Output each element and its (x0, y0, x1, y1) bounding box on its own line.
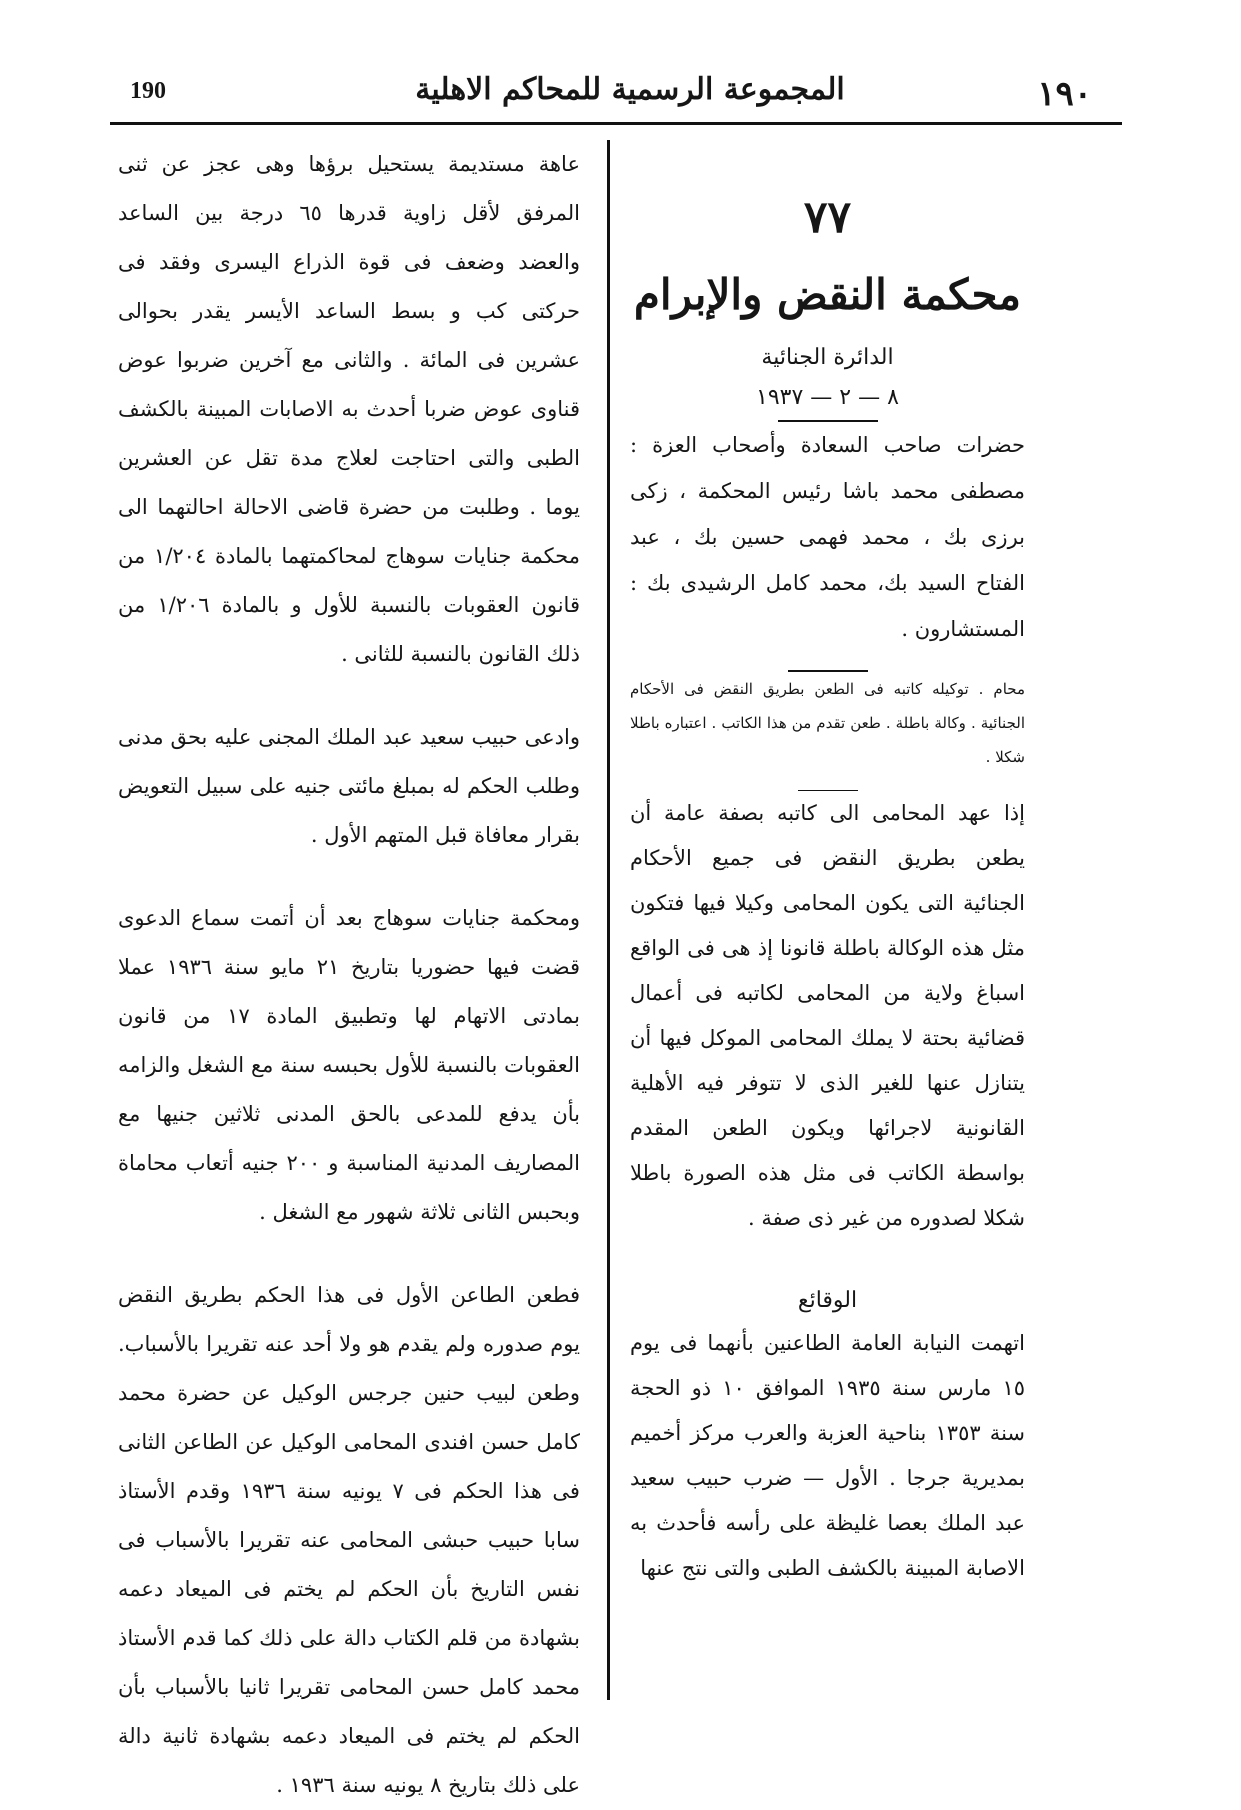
case-date: ٨ — ٢ — ١٩٣٧ (756, 385, 899, 410)
bench-composition: حضرات صاحب السعادة وأصحاب العزة : مصطفى محمد باشا رئيس المحكمة ، زكى برزى بك ، محمد فهمى حسين بك ، عبد الفتاح السيد بك، محمد كامل الرشيدى بك : المستشارون . (630, 433, 1025, 641)
running-title: المجموعة الرسمية للمحاكم الاهلية (415, 72, 845, 107)
paragraph-facts-continued: عاهة مستديمة يستحيل برؤها وهى عجز عن ثنى المرفق لأقل زاوية قدرها ٦٥ درجة بين الساعد والعضد وضعف فى قوة الذراع اليسرى وفقد فى حركتى كب و بسط الساعد الأيسر يقدر بحوالى عشرين فى المائة . والثانى مع آخرين ضربوا عوض قناوى عوض ضربا أحدث به الاصابات المبينة بالكشف الطبى والتى احتاجت لعلاج مدة تقل عن العشرين يوما . وطلبت من حضرة قاضى الاحالة احالتهما الى محكمة جنايات سوهاج لمحاكمتهما بالمادة ١/٢٠٤ من قانون العقوبات بالنسبة للأول و بالمادة ١/٢٠٦ من ذلك القانون بالنسبة للثانى . (118, 152, 580, 666)
case-subject: محام . توكيله كاتبه فى الطعن بطريق النقض فى الأحكام الجنائية . وكالة باطلة . طعن تقدم من هذا الكاتب . اعتباره باطلا شكلا . (630, 680, 1025, 766)
paragraph-appeal: فطعن الطاعن الأول فى هذا الحكم بطريق النقض يوم صدوره ولم يقدم هو ولا أحد عنه تقريرا بالأسباب. وطعن لبيب حنين جرجس الوكيل عن حضرة محمد كامل حسن افندى المحامى الوكيل عن الطاعن الثانى فى هذا الحكم فى ٧ يونيه سنة ١٩٣٦ وقدم الأستاذ سابا حبيب حبشى المحامى عنه تقريرا بالأسباب فى نفس التاريخ بأن الحكم لم يختم فى الميعاد دعمه بشهادة من قلم الكتاب دالة على ذلك كما قدم الأستاذ محمد كامل حسن المحامى تقريرا ثانيا بالأسباب بأن الحكم لم يختم فى الميعاد دعمه بشهادة ثانية دالة على ذلك بتاريخ ٨ يونيه سنة ١٩٣٦ . (118, 1283, 580, 1797)
court-name: محكمة النقض والإبرام (633, 270, 1022, 319)
right-column (630, 140, 1025, 1591)
paragraph-civil-claim: وادعى حبيب سعيد عبد الملك المجنى عليه بحق مدنى وطلب الحكم له بمبلغ مائتى جنيه على سبيل التعويض بقرار معافاة قبل المتهم الأول . (118, 725, 580, 847)
left-column (118, 140, 580, 1810)
case-number: ٧٧ (803, 192, 852, 243)
page-header (110, 70, 1110, 122)
column-divider (607, 140, 610, 1700)
page-number-arabic: ١٩٠ (1037, 74, 1092, 114)
facts-paragraph: اتهمت النيابة العامة الطاعنين بأنهما فى يوم ١٥ مارس سنة ١٩٣٥ الموافق ١٠ ذو الحجة سنة ١٣٥٣ بناحية العزبة والعرب مركز أخميم بمديرية جرجا . الأول — ضرب حبيب سعيد عبد الملك بعصا غليظة على رأسه فأحدث به الاصابة المبينة بالكشف الطبى والتى نتج عنها (630, 1331, 1025, 1580)
court-circuit: الدائرة الجنائية (761, 345, 894, 370)
page-number-latin: 190 (130, 78, 166, 104)
facts-heading: الوقائع (797, 1288, 858, 1313)
legal-principle: إذا عهد المحامى الى كاتبه بصفة عامة أن يطعن بطريق النقض فى جميع الأحكام الجنائية التى يكون المحامى وكيلا فيها فتكون مثل هذه الوكالة باطلة قانونا إذ هى فى الواقع اسباغ ولاية من المحامى لكاتبه فى أعمال قضائية بحتة لا يملك المحامى الموكل فيها أن يتنازل عنها للغير الذى لا تتوفر فيه الأهلية القانونية لاجرائها ويكون الطعن المقدم بواسطة الكاتب فى مثل هذه الصورة باطلا شكلا لصدوره من غير ذى صفة . (630, 801, 1025, 1230)
header-rule (110, 122, 1122, 125)
paragraph-judgment: ومحكمة جنايات سوهاج بعد أن أتمت سماع الدعوى قضت فيها حضوريا بتاريخ ٢١ مايو سنة ١٩٣٦ عملا بمادتى الاتهام لها وتطبيق المادة ١٧ من قانون العقوبات بالنسبة للأول بحبسه سنة مع الشغل والزامه بأن يدفع للمدعى بالحق المدنى ثلاثين جنيها مع المصاريف المدنية المناسبة و ٢٠٠ جنيه أتعاب محاماة وبحبس الثانى ثلاثة شهور مع الشغل . (118, 906, 580, 1224)
